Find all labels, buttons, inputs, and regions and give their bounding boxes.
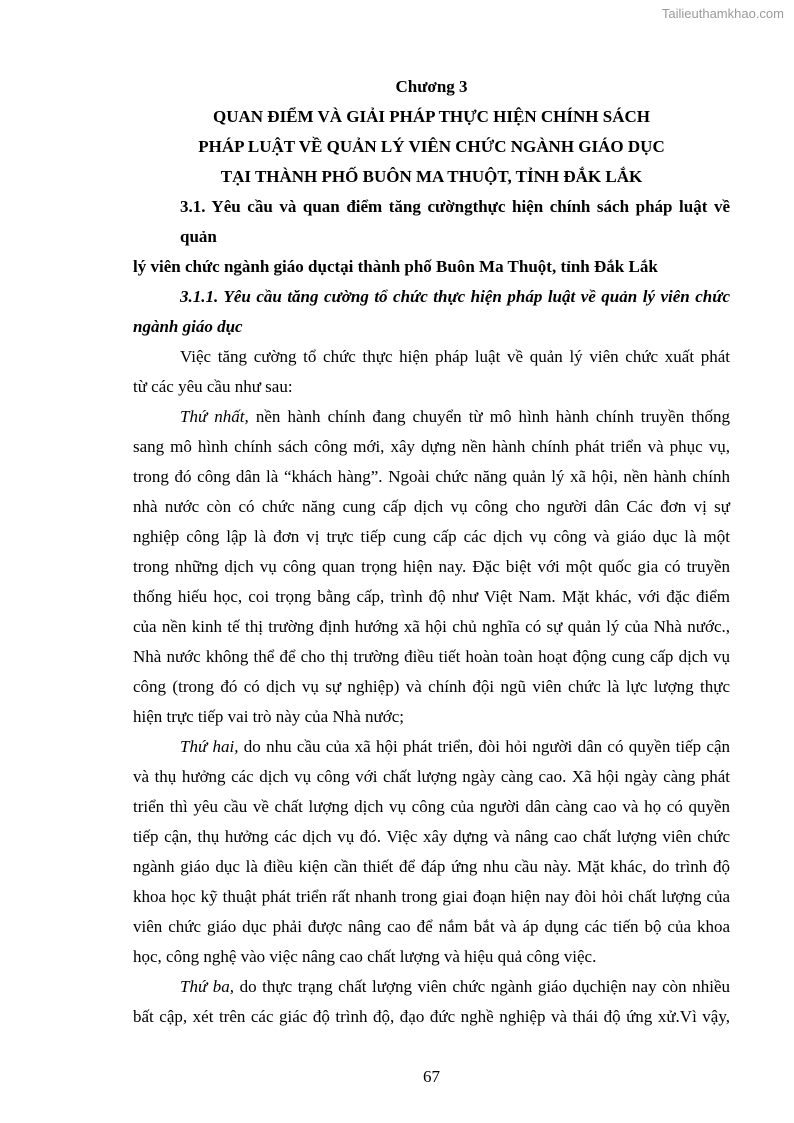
paragraph-line <box>133 372 730 402</box>
paragraph-line-text: triển thì yêu cầu về chất lượng dịch vụ công của người dân càng cao và họ có quyền <box>133 797 730 816</box>
paragraph-line-text: của nền kinh tế thị trường định hướng xã hội chủ nghĩa có sự quản lý của Nhà nước., <box>133 617 730 636</box>
paragraph-line <box>133 852 730 882</box>
paragraph-line-text: bất cập, xét trên các giác độ trình độ, đạo đức nghề nghiệp và thái độ ứng xử.Vì vậy, <box>133 1007 730 1026</box>
paragraph-line <box>133 882 730 912</box>
paragraph-line <box>133 432 730 462</box>
paragraph-line <box>133 822 730 852</box>
paragraph-line-text: từ các yêu cầu như sau: <box>133 377 293 396</box>
paragraph-line <box>133 612 730 642</box>
paragraph-line-text: nghiệp công lập là đơn vị trực tiếp cung cấp các dịch vụ công và giáo dục là một <box>133 527 730 546</box>
body-text <box>133 342 730 1032</box>
paragraph-line-text: thống hiếu học, coi trọng bằng cấp, trình độ như Việt Nam. Mặt khác, với đặc điểm <box>133 587 730 606</box>
paragraph-line <box>133 702 730 732</box>
paragraph-line-text: Nhà nước không thể để cho thị trường điều tiết hoàn toàn hoạt động cung cấp dịch vụ <box>133 647 730 666</box>
paragraph-line-text: viên chức giáo dục phải được nâng cao để nắm bắt và áp dụng các tiến bộ của khoa <box>133 917 730 936</box>
subsection-heading-line: 3.1.1. Yêu cầu tăng cường tổ chức thực hiện pháp luật về quản lý viên chức <box>180 287 730 306</box>
paragraph-line <box>133 762 730 792</box>
document-page <box>133 72 730 1092</box>
chapter-title-line: QUAN ĐIỂM VÀ GIẢI PHÁP THỰC HIỆN CHÍNH SÁCH <box>212 107 650 126</box>
paragraph-line <box>133 972 730 1002</box>
paragraph-lead: Thứ hai, <box>180 737 239 756</box>
paragraph-line <box>133 342 730 372</box>
paragraph-line <box>133 492 730 522</box>
paragraph-line-text: học, công nghệ vào việc nâng cao chất lượng và hiệu quả công việc. <box>133 947 597 966</box>
paragraph-line-text: sang mô hình chính sách công mới, xây dựng nền hành chính phát triển và phục vụ, <box>133 437 730 456</box>
paragraph-line <box>133 732 730 762</box>
paragraph-line-text: ngành giáo dục là điều kiện cần thiết để đáp ứng nhu cầu này. Mặt khác, do trình độ <box>133 857 730 876</box>
paragraph-line <box>133 582 730 612</box>
section-heading-line: lý viên chức ngành giáo dụctại thành phố Buôn Ma Thuột, tỉnh Đắk Lắk <box>133 257 658 276</box>
paragraph-line-text: tiếp cận, thụ hưởng các dịch vụ đó. Việc xây dựng và nâng cao chất lượng viên chức <box>133 827 730 846</box>
paragraph-line-text: nhà nước còn có chức năng cung cấp dịch vụ công cho người dân Các đơn vị sự <box>133 497 730 516</box>
paragraph-line <box>133 672 730 702</box>
paragraph-line <box>133 642 730 672</box>
paragraph-line <box>133 1002 730 1032</box>
section-heading-line: 3.1. Yêu cầu và quan điểm tăng cườngthực hiện chính sách pháp luật về quản <box>180 197 730 246</box>
paragraph-line-text: hiện trực tiếp vai trò này của Nhà nước; <box>133 707 404 726</box>
paragraph-line-text: khoa học kỹ thuật phát triển rất nhanh trong giai đoạn hiện nay đòi hỏi chất lượng của <box>133 887 730 906</box>
paragraph-line-text: Việc tăng cường tổ chức thực hiện pháp luật về quản lý viên chức xuất phát <box>180 347 730 366</box>
chapter-title-line: TẠI THÀNH PHỐ BUÔN MA THUỘT, TỈNH ĐẮK LẮK <box>220 167 643 186</box>
paragraph-line <box>133 912 730 942</box>
paragraph-line-text: do thực trạng chất lượng viên chức ngành giáo dụchiện nay còn nhiều <box>234 977 731 996</box>
page-number: 67 <box>423 1067 440 1086</box>
paragraph-lead: Thứ ba, <box>180 977 235 996</box>
paragraph-lead: Thứ nhất, <box>180 407 249 426</box>
paragraph-line-text: trong những dịch vụ công quan trọng hiện nay. Đặc biệt với một quốc gia có truyền <box>133 557 730 576</box>
paragraph-line <box>133 792 730 822</box>
paragraph-line-text: công (trong đó có dịch vụ sự nghiệp) và chính đội ngũ viên chức là lực lượng thực <box>133 677 730 696</box>
subsection-heading-line: ngành giáo dục <box>133 317 243 336</box>
paragraph-line <box>133 402 730 432</box>
chapter-title-line: PHÁP LUẬT VỀ QUẢN LÝ VIÊN CHỨC NGÀNH GIÁO DỤC <box>198 137 665 156</box>
watermark: Tailieuthamkhao.com <box>661 6 784 21</box>
paragraph-line-text: nền hành chính đang chuyển từ mô hình hành chính truyền thống <box>248 407 730 426</box>
paragraph-line-text: trong đó công dân là “khách hàng”. Ngoài chức năng quản lý xã hội, nền hành chính <box>133 467 730 486</box>
chapter-label: Chương 3 <box>395 77 468 96</box>
paragraph-line-text: do nhu cầu của xã hội phát triển, đòi hỏi người dân có quyền tiếp cận <box>238 737 730 756</box>
paragraph-line <box>133 942 730 972</box>
paragraph-line <box>133 552 730 582</box>
paragraph-line-text: và thụ hưởng các dịch vụ công với chất lượng ngày càng cao. Xã hội ngày càng phát <box>133 767 730 786</box>
paragraph-line <box>133 522 730 552</box>
paragraph-line <box>133 462 730 492</box>
